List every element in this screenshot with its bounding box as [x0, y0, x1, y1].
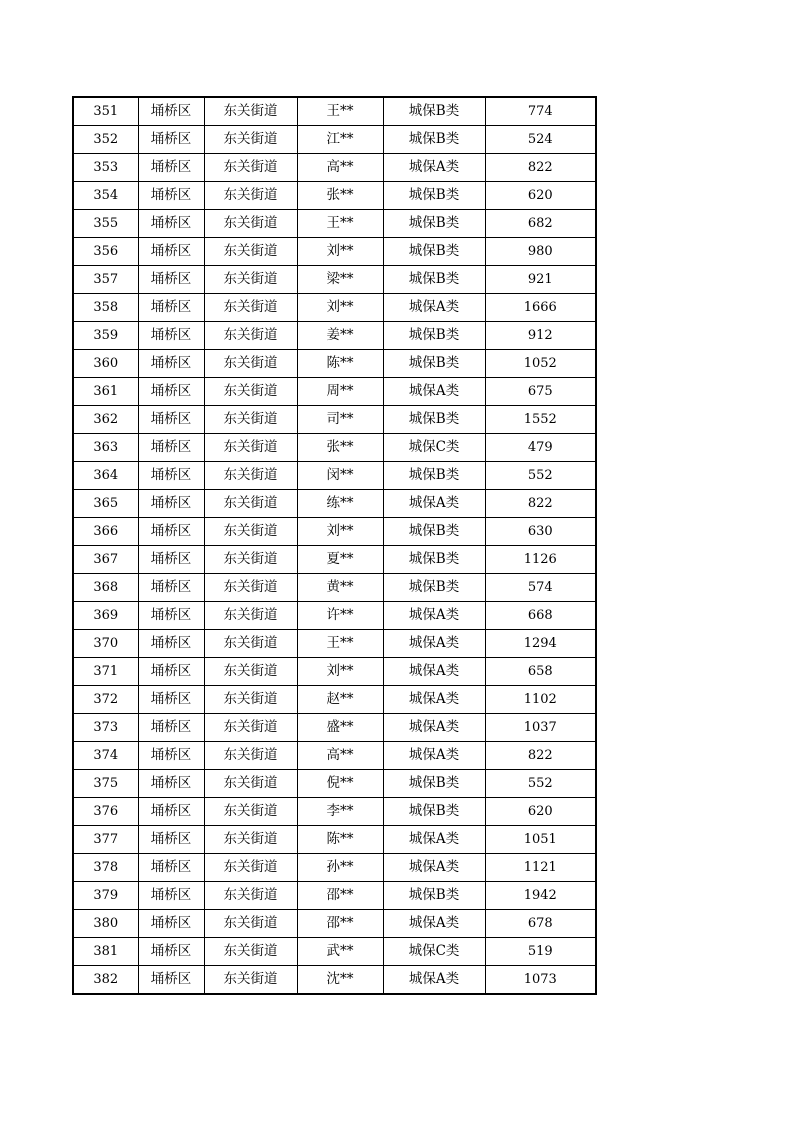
- table-row: [73, 826, 596, 854]
- table-row: [73, 182, 596, 210]
- cell-district: 埇桥区: [138, 518, 204, 546]
- cell-district: 埇桥区: [138, 378, 204, 406]
- cell-name: 黄**: [297, 574, 383, 602]
- cell-district: 埇桥区: [138, 882, 204, 910]
- cell-category: 城保B类: [383, 574, 485, 602]
- cell-street: 东关街道: [204, 966, 297, 995]
- cell-category: 城保A类: [383, 490, 485, 518]
- cell-street: 东关街道: [204, 826, 297, 854]
- cell-amount: 678: [485, 910, 596, 938]
- cell-name: 高**: [297, 742, 383, 770]
- cell-street: 东关街道: [204, 434, 297, 462]
- cell-serial-number: 357: [73, 266, 138, 294]
- cell-name: 孙**: [297, 854, 383, 882]
- cell-street: 东关街道: [204, 154, 297, 182]
- cell-serial-number: 370: [73, 630, 138, 658]
- cell-name: 张**: [297, 434, 383, 462]
- table-row: [73, 798, 596, 826]
- cell-district: 埇桥区: [138, 490, 204, 518]
- cell-amount: 1294: [485, 630, 596, 658]
- cell-category: 城保A类: [383, 686, 485, 714]
- cell-serial-number: 380: [73, 910, 138, 938]
- cell-amount: 620: [485, 798, 596, 826]
- cell-name: 武**: [297, 938, 383, 966]
- cell-serial-number: 354: [73, 182, 138, 210]
- cell-category: 城保A类: [383, 602, 485, 630]
- cell-street: 东关街道: [204, 462, 297, 490]
- cell-street: 东关街道: [204, 378, 297, 406]
- cell-serial-number: 371: [73, 658, 138, 686]
- cell-name: 刘**: [297, 518, 383, 546]
- cell-category: 城保B类: [383, 97, 485, 126]
- cell-name: 王**: [297, 210, 383, 238]
- cell-amount: 552: [485, 462, 596, 490]
- cell-district: 埇桥区: [138, 210, 204, 238]
- cell-amount: 822: [485, 742, 596, 770]
- cell-street: 东关街道: [204, 518, 297, 546]
- cell-street: 东关街道: [204, 126, 297, 154]
- cell-district: 埇桥区: [138, 154, 204, 182]
- cell-street: 东关街道: [204, 630, 297, 658]
- cell-category: 城保A类: [383, 910, 485, 938]
- cell-amount: 552: [485, 770, 596, 798]
- cell-serial-number: 369: [73, 602, 138, 630]
- cell-street: 东关街道: [204, 350, 297, 378]
- cell-amount: 980: [485, 238, 596, 266]
- cell-serial-number: 376: [73, 798, 138, 826]
- cell-category: 城保A类: [383, 714, 485, 742]
- cell-amount: 921: [485, 266, 596, 294]
- cell-serial-number: 351: [73, 97, 138, 126]
- cell-category: 城保B类: [383, 266, 485, 294]
- cell-amount: 658: [485, 658, 596, 686]
- table-row: [73, 714, 596, 742]
- cell-street: 东关街道: [204, 322, 297, 350]
- cell-serial-number: 381: [73, 938, 138, 966]
- cell-amount: 1052: [485, 350, 596, 378]
- cell-serial-number: 360: [73, 350, 138, 378]
- cell-category: 城保A类: [383, 742, 485, 770]
- cell-name: 闵**: [297, 462, 383, 490]
- cell-amount: 675: [485, 378, 596, 406]
- table-row: [73, 630, 596, 658]
- cell-category: 城保A类: [383, 966, 485, 995]
- cell-serial-number: 373: [73, 714, 138, 742]
- table-row: [73, 238, 596, 266]
- cell-serial-number: 359: [73, 322, 138, 350]
- cell-serial-number: 374: [73, 742, 138, 770]
- cell-amount: 524: [485, 126, 596, 154]
- cell-serial-number: 368: [73, 574, 138, 602]
- cell-category: 城保B类: [383, 350, 485, 378]
- table-row: [73, 210, 596, 238]
- cell-district: 埇桥区: [138, 238, 204, 266]
- table-row: [73, 406, 596, 434]
- table-row: [73, 854, 596, 882]
- table-row: [73, 462, 596, 490]
- cell-category: 城保B类: [383, 126, 485, 154]
- cell-name: 张**: [297, 182, 383, 210]
- table-row: [73, 350, 596, 378]
- cell-amount: 822: [485, 490, 596, 518]
- cell-category: 城保B类: [383, 322, 485, 350]
- cell-category: 城保C类: [383, 938, 485, 966]
- cell-street: 东关街道: [204, 686, 297, 714]
- cell-serial-number: 352: [73, 126, 138, 154]
- cell-name: 周**: [297, 378, 383, 406]
- cell-serial-number: 365: [73, 490, 138, 518]
- cell-name: 倪**: [297, 770, 383, 798]
- cell-district: 埇桥区: [138, 938, 204, 966]
- cell-name: 刘**: [297, 294, 383, 322]
- cell-street: 东关街道: [204, 770, 297, 798]
- cell-amount: 1121: [485, 854, 596, 882]
- table-row: [73, 378, 596, 406]
- cell-amount: 1073: [485, 966, 596, 995]
- cell-street: 东关街道: [204, 266, 297, 294]
- cell-category: 城保C类: [383, 434, 485, 462]
- cell-district: 埇桥区: [138, 126, 204, 154]
- cell-amount: 519: [485, 938, 596, 966]
- table-row: [73, 938, 596, 966]
- cell-serial-number: 378: [73, 854, 138, 882]
- cell-name: 邵**: [297, 910, 383, 938]
- cell-serial-number: 362: [73, 406, 138, 434]
- cell-name: 梁**: [297, 266, 383, 294]
- cell-category: 城保B类: [383, 770, 485, 798]
- table-row: [73, 882, 596, 910]
- table-row: [73, 322, 596, 350]
- cell-district: 埇桥区: [138, 658, 204, 686]
- table-row: [73, 966, 596, 995]
- cell-name: 盛**: [297, 714, 383, 742]
- cell-name: 许**: [297, 602, 383, 630]
- cell-district: 埇桥区: [138, 462, 204, 490]
- cell-category: 城保A类: [383, 854, 485, 882]
- cell-district: 埇桥区: [138, 294, 204, 322]
- cell-street: 东关街道: [204, 602, 297, 630]
- cell-street: 东关街道: [204, 658, 297, 686]
- cell-street: 东关街道: [204, 574, 297, 602]
- cell-amount: 574: [485, 574, 596, 602]
- cell-amount: 1037: [485, 714, 596, 742]
- cell-name: 王**: [297, 97, 383, 126]
- table-row: [73, 602, 596, 630]
- cell-serial-number: 361: [73, 378, 138, 406]
- table-row: [73, 97, 596, 126]
- cell-serial-number: 358: [73, 294, 138, 322]
- cell-name: 司**: [297, 406, 383, 434]
- cell-category: 城保A类: [383, 658, 485, 686]
- cell-amount: 620: [485, 182, 596, 210]
- table-row: [73, 154, 596, 182]
- cell-district: 埇桥区: [138, 742, 204, 770]
- cell-serial-number: 379: [73, 882, 138, 910]
- cell-category: 城保B类: [383, 238, 485, 266]
- cell-street: 东关街道: [204, 854, 297, 882]
- cell-street: 东关街道: [204, 714, 297, 742]
- cell-amount: 1552: [485, 406, 596, 434]
- table-row: [73, 266, 596, 294]
- cell-amount: 668: [485, 602, 596, 630]
- cell-amount: 1126: [485, 546, 596, 574]
- table-row: [73, 658, 596, 686]
- table-row: [73, 574, 596, 602]
- cell-category: 城保B类: [383, 182, 485, 210]
- cell-amount: 682: [485, 210, 596, 238]
- cell-district: 埇桥区: [138, 434, 204, 462]
- cell-district: 埇桥区: [138, 546, 204, 574]
- table-row: [73, 126, 596, 154]
- cell-street: 东关街道: [204, 490, 297, 518]
- cell-district: 埇桥区: [138, 826, 204, 854]
- cell-amount: 822: [485, 154, 596, 182]
- table-row: [73, 434, 596, 462]
- cell-amount: 1102: [485, 686, 596, 714]
- cell-category: 城保B类: [383, 210, 485, 238]
- cell-district: 埇桥区: [138, 854, 204, 882]
- cell-district: 埇桥区: [138, 910, 204, 938]
- cell-district: 埇桥区: [138, 97, 204, 126]
- cell-serial-number: 377: [73, 826, 138, 854]
- cell-name: 陈**: [297, 350, 383, 378]
- cell-serial-number: 372: [73, 686, 138, 714]
- table-row: [73, 686, 596, 714]
- cell-category: 城保B类: [383, 462, 485, 490]
- cell-name: 刘**: [297, 658, 383, 686]
- cell-street: 东关街道: [204, 210, 297, 238]
- cell-category: 城保B类: [383, 406, 485, 434]
- cell-serial-number: 366: [73, 518, 138, 546]
- cell-district: 埇桥区: [138, 770, 204, 798]
- cell-name: 李**: [297, 798, 383, 826]
- cell-street: 东关街道: [204, 182, 297, 210]
- cell-serial-number: 355: [73, 210, 138, 238]
- cell-amount: 630: [485, 518, 596, 546]
- table-body: [73, 97, 596, 994]
- cell-category: 城保A类: [383, 826, 485, 854]
- table-row: [73, 770, 596, 798]
- cell-category: 城保A类: [383, 378, 485, 406]
- table-row: [73, 910, 596, 938]
- cell-district: 埇桥区: [138, 182, 204, 210]
- cell-name: 赵**: [297, 686, 383, 714]
- cell-serial-number: 367: [73, 546, 138, 574]
- cell-district: 埇桥区: [138, 350, 204, 378]
- cell-district: 埇桥区: [138, 630, 204, 658]
- cell-name: 刘**: [297, 238, 383, 266]
- cell-district: 埇桥区: [138, 266, 204, 294]
- cell-name: 王**: [297, 630, 383, 658]
- cell-district: 埇桥区: [138, 686, 204, 714]
- cell-amount: 479: [485, 434, 596, 462]
- cell-amount: 1051: [485, 826, 596, 854]
- cell-name: 江**: [297, 126, 383, 154]
- cell-street: 东关街道: [204, 882, 297, 910]
- cell-street: 东关街道: [204, 546, 297, 574]
- cell-street: 东关街道: [204, 294, 297, 322]
- cell-district: 埇桥区: [138, 714, 204, 742]
- cell-district: 埇桥区: [138, 966, 204, 995]
- table-row: [73, 518, 596, 546]
- cell-district: 埇桥区: [138, 322, 204, 350]
- beneficiary-table: [72, 96, 597, 995]
- table-row: [73, 742, 596, 770]
- cell-name: 姜**: [297, 322, 383, 350]
- cell-name: 夏**: [297, 546, 383, 574]
- cell-name: 高**: [297, 154, 383, 182]
- cell-district: 埇桥区: [138, 798, 204, 826]
- cell-category: 城保A类: [383, 630, 485, 658]
- cell-street: 东关街道: [204, 406, 297, 434]
- table-row: [73, 546, 596, 574]
- cell-amount: 774: [485, 97, 596, 126]
- cell-name: 练**: [297, 490, 383, 518]
- cell-category: 城保A类: [383, 154, 485, 182]
- cell-serial-number: 375: [73, 770, 138, 798]
- cell-amount: 1942: [485, 882, 596, 910]
- cell-district: 埇桥区: [138, 602, 204, 630]
- cell-name: 邵**: [297, 882, 383, 910]
- cell-street: 东关街道: [204, 798, 297, 826]
- cell-name: 陈**: [297, 826, 383, 854]
- cell-district: 埇桥区: [138, 574, 204, 602]
- cell-serial-number: 353: [73, 154, 138, 182]
- cell-serial-number: 382: [73, 966, 138, 995]
- cell-serial-number: 363: [73, 434, 138, 462]
- cell-street: 东关街道: [204, 238, 297, 266]
- cell-category: 城保B类: [383, 518, 485, 546]
- cell-street: 东关街道: [204, 910, 297, 938]
- cell-category: 城保B类: [383, 546, 485, 574]
- cell-category: 城保B类: [383, 882, 485, 910]
- cell-street: 东关街道: [204, 938, 297, 966]
- cell-district: 埇桥区: [138, 406, 204, 434]
- cell-street: 东关街道: [204, 742, 297, 770]
- cell-category: 城保B类: [383, 798, 485, 826]
- cell-name: 沈**: [297, 966, 383, 995]
- table-row: [73, 294, 596, 322]
- cell-serial-number: 364: [73, 462, 138, 490]
- cell-category: 城保A类: [383, 294, 485, 322]
- cell-street: 东关街道: [204, 97, 297, 126]
- cell-serial-number: 356: [73, 238, 138, 266]
- cell-amount: 1666: [485, 294, 596, 322]
- cell-amount: 912: [485, 322, 596, 350]
- table-row: [73, 490, 596, 518]
